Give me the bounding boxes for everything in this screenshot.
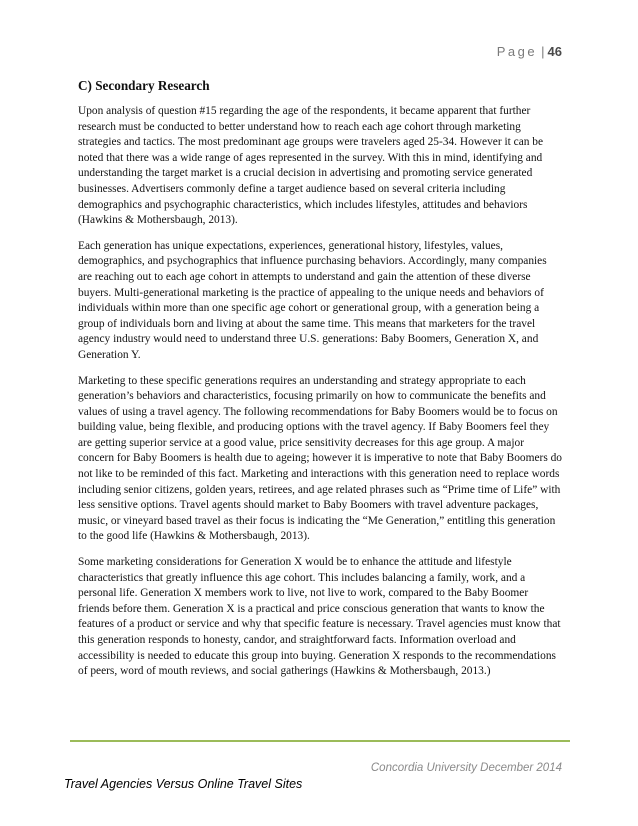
page-separator: | [541,44,545,59]
paragraph-generations: Each generation has unique expectations, experiences, generational history, lifestyles, values, demographics, and psychographics that influence purchasing behaviors. Accordingly, many companies are reaching out to each age cohort in attempts to understand and gain the attention of these diverse buyers. Multi-generational marketing is the practice of appealing to the unique needs and behaviors of individuals within more than one specific age cohort or generational group, with a generation being a group of individuals born and living at about the same time. This means that marketers for the travel agency industry would need to understand three U.S. generations: Baby Boomers, Generation X, and Generation Y. [78,239,547,361]
page-number: 46 [547,44,562,59]
page-label: Page [496,44,538,59]
section-heading: C) Secondary Research [78,78,210,93]
footer-institution-date: Concordia University December 2014 [370,762,562,774]
footer-document-title: Travel Agencies Versus Online Travel Sites [64,777,303,791]
paragraph-baby-boomers: Marketing to these specific generations requires an understanding and strategy appropriate to each generation’s behaviors and characteristics, focusing primarily on how to communicate the benefits and values of using a travel agency. The following recommendations for Baby Boomers would be to focus on building value, being flexible, and producing options with the travel agency. If Baby Boomers feel they are getting superior service at a good value, price sensitivity decreases for this age group. A major concern for Baby Boomers is health due to ageing; however it is imperative to note that Baby Boomers do not like to be reminded of this fact. Marketing and interactions with this generation need to replace words including senior citizens, golden years, retirees, and age related phrases such as “Prime time of Life” with less sensitive options. Travel agents should market to Baby Boomers with travel adventure packages, music, or vineyard based travel as their focus is indicating the “Me Generation,” entitling this generation to the good life (Hawkins & Mothersbaugh, 2013). [78,374,562,543]
footer-divider [70,740,570,742]
paragraph-generation-x: Some marketing considerations for Generation X would be to enhance the attitude and lifestyle characteristics that greatly influence this age cohort. This includes balancing a family, work, and a personal life. Generation X members work to live, not live to work, compared to the Baby Boomer friends before them. Generation X is a practical and price conscious generation that wants to know the features of a product or service and why that specific feature is necessary. Travel agencies must know that this generation responds to honesty, candor, and straightforward facts. Information overload and accessibility is needed to educate this group into buying. Generation X responds to the recommendations of peers, word of mouth reviews, and social gatherings (Hawkins & Mothersbaugh, 2013.) [78,556,561,678]
paragraph-age-analysis: Upon analysis of question #15 regarding the age of the respondents, it became apparent that further research must be conducted to better understand how to reach each age cohort through marketing strategies and tactics. The most predominant age groups were travelers aged 25-34. However it can be noted that there was a wide range of ages represented in the survey. With this in mind, identifying and understanding the target market is a crucial decision in advertising and promoting service generated businesses. Advertisers commonly define a target audience based on several criteria including demographics and psychographic characteristics, which includes lifestyles, attitudes and behaviors (Hawkins & Mothersbaugh, 2013). [78,105,544,227]
page-number-header [497,44,562,59]
document-body [78,78,562,690]
